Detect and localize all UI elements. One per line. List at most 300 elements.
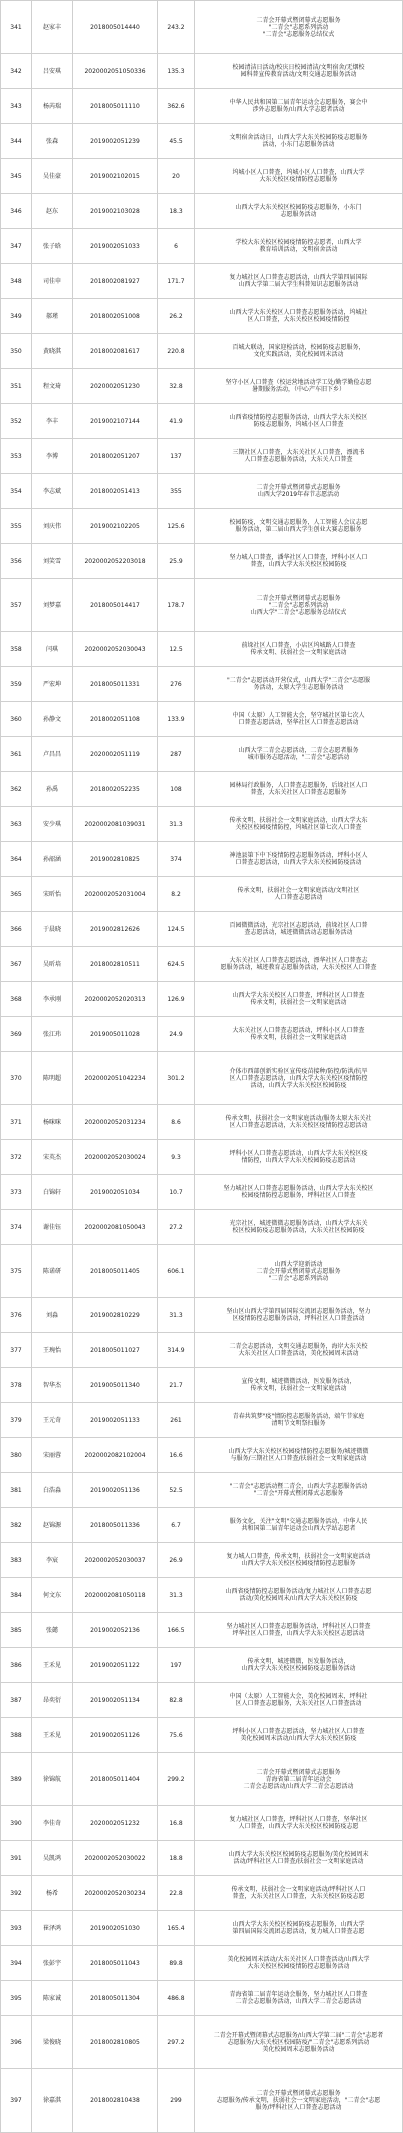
row-number-cell: 378	[1, 1368, 32, 1403]
volunteer-id-cell: 2018002052235	[73, 772, 158, 807]
volunteer-name-cell: 于晨晓	[32, 912, 73, 947]
volunteer-id-cell: 2020002081039031	[73, 807, 158, 842]
volunteer-name-cell: 宋昕怡	[32, 877, 73, 912]
service-hours-cell: 24.9	[158, 1017, 195, 1052]
table-row	[1, 1403, 403, 1438]
activity-line: 共和国第二届青年运动会山西大学站志愿者	[241, 1525, 356, 1532]
service-hours-cell: 8.6	[158, 1105, 195, 1140]
row-number-cell: 360	[1, 702, 32, 737]
row-number-cell: 342	[1, 54, 32, 89]
activity-line: 二青会开幕式暨闭幕式志愿服务	[256, 1768, 341, 1776]
volunteer-name-cell: 宋英杰	[32, 1140, 73, 1175]
table-row	[1, 1333, 403, 1368]
row-number-cell: 372	[1, 1140, 32, 1175]
table-row	[1, 2016, 403, 2069]
service-hours-cell: 31.3	[158, 807, 195, 842]
row-number-cell: 380	[1, 1438, 32, 1473]
table-row	[1, 737, 403, 772]
volunteer-name-cell: 王琬怡	[32, 1333, 73, 1368]
table-row	[1, 842, 403, 877]
volunteer-id-cell: 2019002051134	[73, 1683, 158, 1718]
activity-line: 与服务/三期社区人口普查/扶弱社会一文明家庭活动	[230, 1455, 367, 1462]
activity-line: 查志愿活动，城迹微微活动志愿服务活动	[244, 929, 353, 936]
volunteer-name-cell: 赵东	[32, 194, 73, 229]
table-row	[1, 1473, 403, 1508]
volunteer-name-cell: 李承刚	[32, 982, 73, 1017]
activity-line: 坪科小区人口普查志愿活动，坚力城社区人口普查	[232, 1728, 365, 1735]
row-number-cell: 382	[1, 1508, 32, 1543]
volunteer-name-cell: 张森	[32, 124, 73, 159]
volunteer-id-cell: 2018002810805	[73, 2016, 158, 2069]
table-row	[1, 229, 403, 264]
activities-cell	[195, 1368, 403, 1403]
activities-cell	[195, 1403, 403, 1438]
activities-cell	[195, 1578, 403, 1613]
volunteer-id-cell: 2020002051050336	[73, 54, 158, 89]
activity-line: 暑期服务活动，（中心产车旧下乡）	[251, 386, 345, 393]
row-number-cell: 396	[1, 2016, 32, 2069]
service-hours-cell: 355	[158, 474, 195, 509]
volunteer-name-cell: 昂奕衍	[32, 1683, 73, 1718]
activity-line: 坚力城社区人口普查志愿服务活动，坪科社区人口普查	[226, 1623, 371, 1630]
volunteer-id-cell: 2018002810438	[73, 2069, 158, 2133]
row-number-cell: 354	[1, 474, 32, 509]
activities-cell	[195, 509, 403, 544]
activity-line: 普查，大东关社区人口普查，大东关校区防疫志愿	[232, 1893, 365, 1900]
volunteer-id-cell: 2018002810511	[73, 947, 158, 982]
volunteer-name-cell: 杨希	[32, 1876, 73, 1911]
activities-cell	[195, 807, 403, 842]
activities-cell	[195, 404, 403, 439]
row-number-cell: 383	[1, 1543, 32, 1578]
service-hours-cell: 606.1	[158, 1245, 195, 1298]
activity-line: 服务/坪科社区人口普查志愿活动	[255, 2104, 342, 2111]
row-number-cell: 389	[1, 1753, 32, 1806]
activity-line: 坚守小区人口普查（校运营地活动学工处/勤学勤俭志愿	[225, 379, 372, 386]
activities-cell	[195, 229, 403, 264]
volunteer-name-cell: 白锦轩	[32, 1175, 73, 1210]
activity-line: 中国（太原）人工智能大会，坚守城社区第七次人	[232, 712, 365, 719]
activity-line: 美化校园周末活动/大东关社区人口普查活动/山西大学	[227, 1956, 370, 1963]
activities-cell	[195, 1648, 403, 1683]
table-row	[1, 1368, 403, 1403]
activity-line: 服务文化，关注"文明"交通志愿服务活动，中华人民	[229, 1518, 368, 1525]
activities-cell	[195, 1245, 403, 1298]
activities-cell	[195, 2069, 403, 2133]
activities-cell	[195, 474, 403, 509]
volunteer-name-cell: 孙韶涵	[32, 842, 73, 877]
row-number-cell: 344	[1, 124, 32, 159]
activity-line: 山西大学二青会志愿活动，二青会志愿者服务	[238, 747, 359, 754]
table-row	[1, 1298, 403, 1333]
volunteer-id-cell: 2019002051034	[73, 1175, 158, 1210]
activity-line: 二青会志愿活动，文明交通志愿服务，海岸大东关校	[229, 1343, 368, 1350]
table-row	[1, 772, 403, 807]
table-row	[1, 159, 403, 194]
volunteer-name-cell: 郝瑾	[32, 299, 73, 334]
activity-line: 三期社区人口普查，大东关社区人口普查，漂流书	[232, 449, 365, 456]
volunteer-id-cell: 2019002102205	[73, 509, 158, 544]
table-row	[1, 1508, 403, 1543]
service-hours-cell: 137	[158, 439, 195, 474]
volunteer-name-cell: 徐嘉淇	[32, 2069, 73, 2133]
activity-line: 区人口普查志愿活动，大东关校区疫情防控志愿活动	[229, 1122, 368, 1129]
activity-line: 关校区校园疫情防控，坞城社区第七次人口普查	[235, 824, 362, 831]
volunteer-name-cell: 崔泽鸿	[32, 1911, 73, 1946]
activity-line: 传承文明，城迹微微，医发服务活动，	[247, 1658, 350, 1665]
table-row	[1, 1806, 403, 1841]
service-hours-cell: 27.2	[158, 1210, 195, 1245]
activity-line: 百园微微活动，光宗社区志愿活动，前垛社区人口普	[229, 922, 368, 929]
table-row	[1, 1140, 403, 1175]
activity-line: 活动/坪科社区人口普查/扶弱社会一文明家庭活动	[233, 1858, 364, 1865]
activity-line: 山西大学大东关校区校园防疫志愿服务/美化校园周末	[228, 1851, 369, 1858]
service-hours-cell: 171.7	[158, 264, 195, 299]
volunteer-id-cell: 2019002051030	[73, 1911, 158, 1946]
row-number-cell: 385	[1, 1613, 32, 1648]
volunteer-id-cell: 2019002051126	[73, 1718, 158, 1753]
row-number-cell: 352	[1, 404, 32, 439]
service-hours-cell: 41.9	[158, 404, 195, 439]
table-body	[1, 1, 403, 2133]
volunteer-name-cell: 杨咪咪	[32, 1105, 73, 1140]
volunteer-id-cell: 2020002081050043	[73, 1210, 158, 1245]
activity-line: 校园清洁日活动/校庆日校园清洁/文明宿舍/无烟校	[232, 64, 365, 71]
service-hours-cell: 20	[158, 159, 195, 194]
row-number-cell: 384	[1, 1578, 32, 1613]
volunteer-name-cell: 安少琪	[32, 807, 73, 842]
table-row	[1, 264, 403, 299]
activities-cell	[195, 159, 403, 194]
row-number-cell: 345	[1, 159, 32, 194]
activities-cell	[195, 1806, 403, 1841]
activities-cell	[195, 579, 403, 632]
row-number-cell: 349	[1, 299, 32, 334]
activity-line: "二青会"志愿活动暨二青会，山西大学志愿服务活动	[229, 1483, 368, 1490]
row-number-cell: 362	[1, 772, 32, 807]
activity-line: "二青会"志愿服务总结仪式	[262, 30, 335, 38]
table-row	[1, 544, 403, 579]
volunteer-name-cell: 司佳申	[32, 264, 73, 299]
activities-cell	[195, 1298, 403, 1333]
activity-line: 教育培训活动，文明宿舍活动	[259, 246, 338, 253]
volunteer-id-cell: 2018002051207	[73, 439, 158, 474]
activity-line: 青海省第二届青年运动会服务，坚力城社区人口普查	[229, 1991, 368, 1998]
table-row	[1, 1981, 403, 2016]
row-number-cell: 341	[1, 1, 32, 54]
row-number-cell: 395	[1, 1981, 32, 2016]
volunteer-id-cell: 2020002051230	[73, 369, 158, 404]
row-number-cell: 375	[1, 1245, 32, 1298]
activity-line: 二青会志愿服务活动，山西大学二青会志愿活动	[235, 1998, 362, 2005]
volunteer-id-cell: 2019002810229	[73, 1298, 158, 1333]
service-hours-cell: 362.6	[158, 89, 195, 124]
activity-line: 山西大学第二届大学生科普知识志愿服务活动	[238, 281, 359, 288]
volunteer-name-cell: 赵家丰	[32, 1, 73, 54]
activity-line: 中华人民共和国第二届青年运动会志愿服务，赛会中	[229, 99, 368, 106]
activity-line: 普查，山西大学大东关校区校园防疫	[250, 561, 347, 568]
activities-cell	[195, 1613, 403, 1648]
activity-line: 防疫志愿服务，坞城小区人口普查	[253, 421, 344, 428]
table-row	[1, 1648, 403, 1683]
table-row	[1, 1175, 403, 1210]
activity-line: 人口普查志愿活动	[274, 894, 323, 901]
activity-line: 大东关社区人口普查志愿活动，漂华社区人口普查志	[229, 957, 368, 964]
table-row	[1, 89, 403, 124]
service-hours-cell: 22.8	[158, 1876, 195, 1911]
volunteer-name-cell: 梁俊晓	[32, 2016, 73, 2069]
activity-line: 志愿服务活动	[280, 211, 317, 218]
table-row	[1, 439, 403, 474]
activity-line: 城市服务志愿活动，"二青会"志愿活动	[247, 754, 350, 761]
volunteer-id-cell: 2018005011405	[73, 1245, 158, 1298]
volunteer-name-cell: 王元奇	[32, 1403, 73, 1438]
row-number-cell: 348	[1, 264, 32, 299]
table-row	[1, 1, 403, 54]
row-number-cell: 386	[1, 1648, 32, 1683]
volunteer-name-cell: 王禾见	[32, 1648, 73, 1683]
activity-line: 坚山区山西大学第四届国际交流团志愿服务活动，坚力	[226, 1308, 371, 1315]
service-hours-cell: 31.3	[158, 1578, 195, 1613]
activity-line: 山西大学大东关校区校园防疫志愿服务，山西大学	[232, 1921, 365, 1928]
row-number-cell: 350	[1, 334, 32, 369]
activity-line: 口普查志愿活动，坚华社区人口普查志愿活动	[238, 719, 359, 726]
row-number-cell: 364	[1, 842, 32, 877]
row-number-cell: 368	[1, 982, 32, 1017]
activity-line: 二青会志愿活动/山西大学二青会志愿活动	[243, 1782, 354, 1790]
row-number-cell: 394	[1, 1946, 32, 1981]
row-number-cell: 374	[1, 1210, 32, 1245]
volunteer-id-cell: 2018002081927	[73, 264, 158, 299]
activities-cell	[195, 1876, 403, 1911]
volunteer-name-cell: 陈明超	[32, 1052, 73, 1105]
activities-cell	[195, 1718, 403, 1753]
activity-line: 传承文明，扶弱社会一文明家庭活动	[250, 999, 347, 1006]
row-number-cell: 379	[1, 1403, 32, 1438]
row-number-cell: 365	[1, 877, 32, 912]
table-row	[1, 632, 403, 667]
service-hours-cell: 624.5	[158, 947, 195, 982]
volunteer-id-cell: 2019005011340	[73, 1368, 158, 1403]
activity-line: 坪华社区人口普查，山西大学大东关校区志愿活动	[232, 1630, 365, 1637]
service-hours-cell: 299.2	[158, 1753, 195, 1806]
service-hours-cell: 32.8	[158, 369, 195, 404]
volunteer-id-cell: 2020002051232	[73, 1806, 158, 1841]
activity-line: 活动，小东门志愿服务活动	[262, 141, 335, 148]
activity-line: 山西大学迎新活动	[274, 1260, 323, 1268]
table-row	[1, 1578, 403, 1613]
activities-cell	[195, 1753, 403, 1806]
row-number-cell: 361	[1, 737, 32, 772]
table-row	[1, 1438, 403, 1473]
table-row	[1, 1911, 403, 1946]
activity-line: 百城大联动，国家迎检活动，校园防疫志愿服务，	[232, 344, 365, 351]
activity-line: 活动/美化校园周末/山西大学大东关校区防疫	[239, 1595, 358, 1602]
activity-line: "二青会"志愿活动开营仪式，山西大学"二青会"志愿服	[226, 677, 371, 684]
activities-cell	[195, 912, 403, 947]
activity-line: 山西大学大东关校区人口普查，坪科社区人口普查	[232, 992, 365, 999]
volunteer-id-cell: 2018005011336	[73, 1508, 158, 1543]
service-hours-cell: 25.9	[158, 544, 195, 579]
activity-line: 光宗社区，城迹微微志愿服务活动，山西大学大东关	[229, 1220, 368, 1227]
table-row	[1, 1052, 403, 1105]
volunteer-id-cell: 2019002107144	[73, 404, 158, 439]
activities-cell	[195, 1473, 403, 1508]
volunteer-name-cell: 刘淼	[32, 1298, 73, 1333]
activity-line: 大东关社区人口普查活动，美化校园周末活动	[238, 1350, 359, 1357]
volunteer-name-cell: 程文琦	[32, 369, 73, 404]
activity-line: 志愿服务/传承文明，扶弱社会一文明家庭活动，"二青会"志愿	[216, 2097, 381, 2104]
service-hours-cell: 6	[158, 229, 195, 264]
activities-cell	[195, 632, 403, 667]
table-row	[1, 509, 403, 544]
activity-line: 山西大学大东关校区人口普查志愿服务活动，坞城社	[229, 309, 368, 316]
volunteer-id-cell: 2020002052030022	[73, 1841, 158, 1876]
volunteer-id-cell: 2020002052030037	[73, 1543, 158, 1578]
table-row	[1, 1105, 403, 1140]
activity-line: 二青会开幕式暨闭幕式志愿服务	[256, 594, 341, 602]
activity-line: 复力城社区人口普查志愿活动，山西大学第四届国际	[229, 274, 368, 281]
volunteer-name-cell: 李佳奇	[32, 1806, 73, 1841]
volunteer-name-cell: 李博	[32, 439, 73, 474]
volunteer-name-cell: 孙静文	[32, 702, 73, 737]
activity-line: 传承文明，扶弱社会一文明家庭活动	[250, 1385, 347, 1392]
volunteer-id-cell: 2018002051008	[73, 299, 158, 334]
service-hours-cell: 21.7	[158, 1368, 195, 1403]
activity-line: "二青会"开幕式暨闭幕式志愿服务	[253, 1490, 344, 1497]
activities-cell	[195, 544, 403, 579]
service-hours-cell: 287	[158, 737, 195, 772]
activities-cell	[195, 2016, 403, 2069]
activity-line: 志愿服务/大东关校区校园防疫/"二青会"志愿系列活动	[227, 2038, 370, 2046]
activities-cell	[195, 124, 403, 159]
service-hours-cell: 243.2	[158, 1, 195, 54]
activities-cell	[195, 89, 403, 124]
row-number-cell: 363	[1, 807, 32, 842]
activity-line: 山西大学2019年春节志愿活动	[257, 491, 340, 498]
activity-line: 情防控，山西大学大东关校园防疫志愿活动	[241, 1157, 356, 1164]
service-hours-cell: 16.8	[158, 1806, 195, 1841]
table-row	[1, 194, 403, 229]
table-row	[1, 1876, 403, 1911]
row-number-cell: 351	[1, 369, 32, 404]
service-hours-cell: 374	[158, 842, 195, 877]
table-row	[1, 124, 403, 159]
table-row	[1, 702, 403, 737]
volunteer-id-cell: 2020002051042234	[73, 1052, 158, 1105]
table-row	[1, 1210, 403, 1245]
volunteer-id-cell: 2019002051133	[73, 1403, 158, 1438]
activities-cell	[195, 1175, 403, 1210]
activity-line: 文明宿舍活动日，山西大学大东关校园防疫志愿服务	[229, 134, 368, 141]
row-number-cell: 353	[1, 439, 32, 474]
table-row	[1, 982, 403, 1017]
table-row	[1, 1841, 403, 1876]
activities-cell	[195, 1981, 403, 2016]
activity-line: 山西大学大东关校区校园疫情防控志愿服务	[241, 1560, 356, 1567]
volunteer-name-cell: 陈家诚	[32, 1981, 73, 2016]
service-hours-cell: 8.2	[158, 877, 195, 912]
volunteer-id-cell: 2018005011331	[73, 667, 158, 702]
table-row	[1, 474, 403, 509]
volunteer-id-cell: 2020002052031234	[73, 1105, 158, 1140]
row-number-cell: 376	[1, 1298, 32, 1333]
activity-line: "二青会"志愿系列活动	[268, 601, 329, 609]
volunteer-name-cell: 宋丽蓉	[32, 1438, 73, 1473]
activity-line: 园科普宣传教育活动/文明交通志愿服务活动	[240, 71, 357, 78]
table-row	[1, 1543, 403, 1578]
activities-cell	[195, 737, 403, 772]
activity-line: 坞城小区人口普查，坞城小区人口普查，山西大学	[232, 169, 365, 176]
activity-line: 传承文明，扶弱社会一文明家庭活动/文明社区	[237, 887, 360, 894]
activities-cell	[195, 1017, 403, 1052]
activity-line: 二青会开幕式暨闭幕式志愿服务	[256, 484, 341, 491]
activity-line: 山西大学"二青会"志愿服务总结仪式	[250, 608, 347, 616]
activity-line: 山西省疫情防控志愿服务活动/复力城社区人口普查志愿	[225, 1588, 372, 1595]
activity-line: 二青会开幕式暨闭幕式志愿服务	[256, 2090, 341, 2097]
service-hours-cell: 486.8	[158, 1981, 195, 2016]
volunteer-name-cell: 黄晓淇	[32, 334, 73, 369]
volunteer-id-cell: 2018002081617	[73, 334, 158, 369]
volunteer-name-cell: 李志斌	[32, 474, 73, 509]
activity-line: 介体市西部创新实验区宣传疫苗接种/防控/防洪/抗旱	[229, 1067, 368, 1075]
row-number-cell: 356	[1, 544, 32, 579]
service-hours-cell: 299	[158, 2069, 195, 2133]
volunteer-name-cell: 谢佳钰	[32, 1210, 73, 1245]
service-hours-cell: 314.9	[158, 1333, 195, 1368]
activity-line: 区人口普查，大东关校区校园疫情防控	[247, 316, 350, 323]
service-hours-cell: 126.9	[158, 982, 195, 1017]
volunteer-name-cell: 张彭宇	[32, 1946, 73, 1981]
service-hours-cell: 197	[158, 1648, 195, 1683]
service-hours-cell: 45.5	[158, 124, 195, 159]
volunteer-name-cell: 李宸	[32, 1543, 73, 1578]
row-number-cell: 392	[1, 1876, 32, 1911]
volunteer-id-cell: 2019002051136	[73, 1473, 158, 1508]
volunteer-name-cell: 孙禹	[32, 772, 73, 807]
service-hours-cell: 52.5	[158, 1473, 195, 1508]
row-number-cell: 357	[1, 579, 32, 632]
activities-cell	[195, 439, 403, 474]
activity-line: 美化校园周末活动/山西大学大东关校区防疫	[240, 1735, 357, 1742]
row-number-cell: 358	[1, 632, 32, 667]
service-hours-cell: 18.3	[158, 194, 195, 229]
activity-line: 传承文明、扶弱社会一文明家庭活动	[250, 649, 347, 656]
table-row	[1, 579, 403, 632]
activity-line: 校园疫情防控志愿服务，坪科社区人口普查	[241, 1192, 356, 1199]
service-hours-cell: 10.7	[158, 1175, 195, 1210]
service-hours-cell: 26.2	[158, 299, 195, 334]
table-row	[1, 404, 403, 439]
volunteer-id-cell: 2020002052030043	[73, 632, 158, 667]
volunteer-name-cell: 刘笑雪	[32, 544, 73, 579]
activity-line: 大东关校区校园疫情防控志愿服务活动	[247, 1963, 350, 1970]
activity-line: 坚力城人口普查，潘华社区人口普查，坪科小区人口	[229, 554, 368, 561]
service-hours-cell: 31.3	[158, 1298, 195, 1333]
volunteer-name-cell: 杨芮瑞	[32, 89, 73, 124]
volunteer-name-cell: 刘庆伟	[32, 509, 73, 544]
volunteer-id-cell: 2018005011027	[73, 1333, 158, 1368]
activity-line: 青春共筑梦"疫"情防控志愿服务活动，端午节家庭	[232, 1413, 365, 1420]
service-hours-cell: 165.4	[158, 1911, 195, 1946]
row-number-cell: 397	[1, 2069, 32, 2133]
volunteer-id-cell: 2020002052030024	[73, 1140, 158, 1175]
activities-cell	[195, 982, 403, 1017]
activity-line: 复力城人口普查，传承文明，扶弱社会一文明家庭活动	[226, 1553, 371, 1560]
volunteer-id-cell: 2020002052020313	[73, 982, 158, 1017]
activities-cell	[195, 54, 403, 89]
volunteer-id-cell: 2019002812626	[73, 912, 158, 947]
